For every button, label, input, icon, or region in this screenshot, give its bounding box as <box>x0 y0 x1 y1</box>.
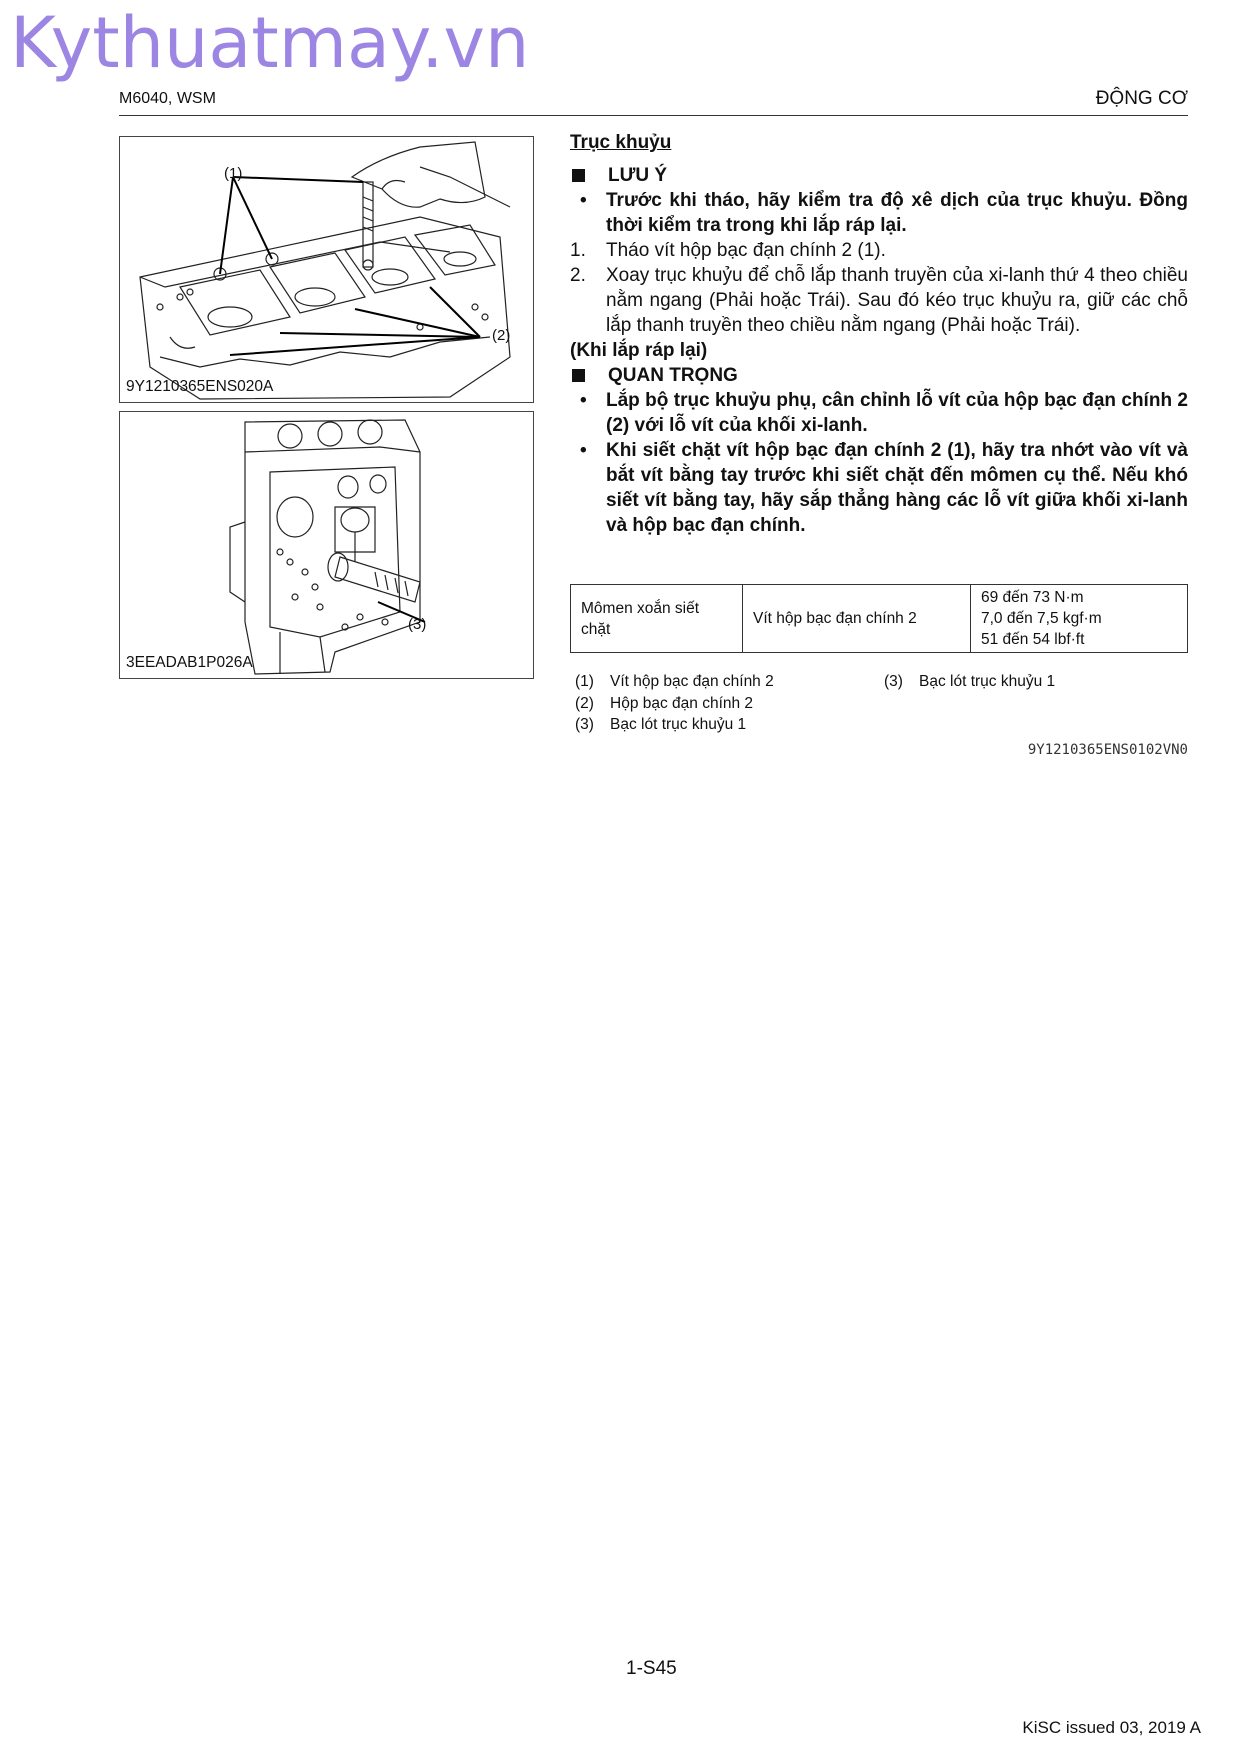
bullet-icon: • <box>580 190 587 211</box>
crankcase-illustration <box>120 137 535 404</box>
list-item: (2) Hộp bạc đạn chính 2 <box>575 694 754 712</box>
document-code: 9Y1210365ENS0102VN0 <box>1027 742 1188 758</box>
legend-left <box>575 671 774 736</box>
callout-3: (3) <box>408 616 427 633</box>
torque-values: 69 đến 73 N·m 7,0 đến 7,5 kgf·m 51 đến 54 lbf·ft <box>971 585 1188 653</box>
header-rule <box>119 115 1188 116</box>
figure-crankcase <box>119 136 534 403</box>
table-row <box>571 585 1188 653</box>
callout-2: (2) <box>492 327 511 344</box>
figure-code: 9Y1210365ENS020A <box>126 378 274 395</box>
square-bullet-icon <box>572 169 585 182</box>
bushing-illustration <box>120 412 535 680</box>
step-2: 2. Xoay trục khuỷu để chỗ lắp thanh truyền của xi-lanh thứ 4 theo chiều nằm ngang (Phải hoặc Trái). Sau đó kéo trục khuỷu ra, giữ các chỗ lắp thanh truyền theo chiều nằm ngang (Phải hoặc Trái). <box>570 265 1188 336</box>
header-section: ĐỘNG CƠ <box>1095 88 1188 109</box>
note-heading-label: LƯU Ý <box>608 165 668 186</box>
reassembly-heading: (Khi lắp ráp lại) <box>570 340 708 361</box>
torque-label: Mômen xoắn siết chặt <box>571 585 743 653</box>
header-model: M6040, WSM <box>119 90 216 107</box>
torque-item: Vít hộp bạc đạn chính 2 <box>743 585 971 653</box>
step-1: 1. Tháo vít hộp bạc đạn chính 2 (1). <box>570 240 886 261</box>
legend-right <box>884 671 1055 693</box>
note-bullet: • Trước khi tháo, hãy kiểm tra độ xê dịch của trục khuỷu. Đồng thời kiểm tra trong khi lắp ráp lại. <box>570 188 1188 238</box>
bullet-icon: • <box>580 390 587 411</box>
important-bullet-1: • Lắp bộ trục khuỷu phụ, cân chỉnh lỗ vít của hộp bạc đạn chính 2 (2) với lỗ vít của khối xi-lanh. <box>570 388 1188 438</box>
section-title: Trục khuỷu <box>570 132 672 153</box>
figure-crankshaft-bushing <box>119 411 534 679</box>
list-item: (3) Bạc lót trục khuỷu 1 <box>575 716 747 733</box>
watermark: Kythuatmay.vn <box>10 2 530 84</box>
torque-table <box>570 584 1188 653</box>
issue-info: KiSC issued 03, 2019 A <box>1022 1718 1201 1737</box>
important-heading <box>570 363 1188 388</box>
list-item: (3) Bạc lót trục khuỷu 1 <box>884 673 1056 690</box>
important-bullet-2: • Khi siết chặt vít hộp bạc đạn chính 2 (1), hãy tra nhớt vào vít và bắt vít bằng tay trước khi siết chặt đến mômen cụ thể. Nếu khó siết vít bằng tay, hãy sắp thẳng hàng các lỗ vít giữa khối xi-lanh và hộp bạc đạn chính. <box>570 438 1188 538</box>
page-number: 1-S45 <box>626 1658 677 1679</box>
bullet-icon: • <box>580 440 587 461</box>
procedure-text <box>570 130 1188 538</box>
figure-code: 3EEADAB1P026A <box>126 654 253 671</box>
callout-1: (1) <box>224 165 243 182</box>
important-heading-label: QUAN TRỌNG <box>608 365 738 386</box>
square-bullet-icon <box>572 369 585 382</box>
list-item: (1) Vít hộp bạc đạn chính 2 <box>575 673 774 690</box>
note-heading <box>570 163 1188 188</box>
